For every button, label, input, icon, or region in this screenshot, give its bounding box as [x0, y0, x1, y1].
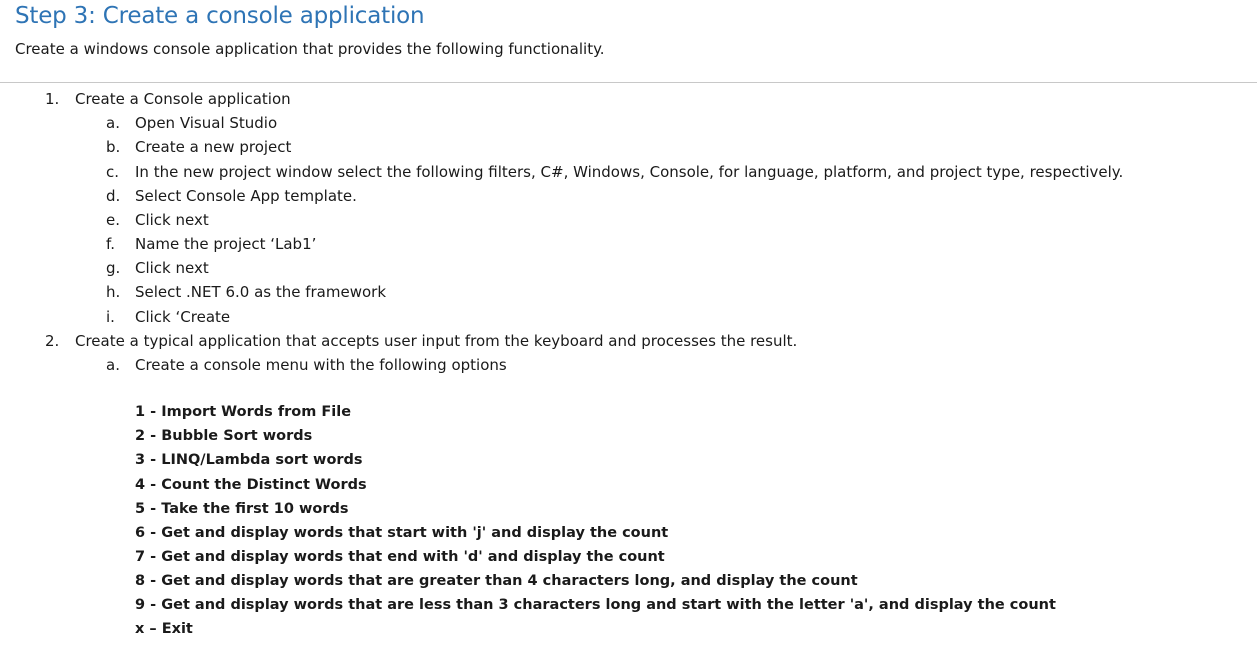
substep-text: Click ‘Create [135, 308, 231, 326]
substep-text: Click next [135, 211, 209, 229]
substep-text: Select .NET 6.0 as the framework [135, 283, 387, 301]
substep-text: Name the project ‘Lab1’ [135, 235, 317, 253]
substep-text: Create a console menu with the following options [135, 356, 507, 374]
horizontal-divider [0, 82, 1257, 83]
step-text: Create a typical application that accepts user input from the keyboard and processes the result. [75, 332, 798, 350]
substep-text: In the new project window select the following filters, C#, Windows, Console, for language, platform, and project type, respectively. [135, 163, 1124, 181]
substep-text: Select Console App template. [135, 187, 357, 205]
menu-option: 5 - Take the first 10 words [135, 501, 349, 517]
substep-letter: i. [106, 308, 115, 326]
menu-option: 3 - LINQ/Lambda sort words [135, 452, 363, 468]
substep-letter: f. [106, 235, 115, 253]
step-number: 2. [45, 332, 60, 350]
substep-text: Create a new project [135, 138, 292, 156]
substep-letter: e. [106, 211, 120, 229]
substep-letter: a. [106, 114, 120, 132]
step-number: 1. [45, 90, 60, 108]
menu-option: 1 - Import Words from File [135, 404, 352, 420]
page-heading: Step 3: Create a console application [15, 3, 425, 29]
substep-letter: a. [106, 356, 120, 374]
substep-letter: d. [106, 187, 121, 205]
menu-option: 4 - Count the Distinct Words [135, 477, 367, 493]
substep-letter: g. [106, 259, 121, 277]
menu-option: x – Exit [135, 621, 193, 637]
substep-letter: h. [106, 283, 121, 301]
menu-option: 2 - Bubble Sort words [135, 428, 313, 444]
step-text: Create a Console application [75, 90, 291, 108]
substep-letter: c. [106, 163, 120, 181]
substep-text: Open Visual Studio [135, 114, 278, 132]
menu-option: 7 - Get and display words that end with 'd' and display the count [135, 549, 665, 565]
menu-option: 6 - Get and display words that start with 'j' and display the count [135, 525, 669, 541]
page-subtitle: Create a windows console application that provides the following functionality. [15, 40, 605, 58]
menu-option: 8 - Get and display words that are greater than 4 characters long, and display the count [135, 573, 858, 589]
menu-option: 9 - Get and display words that are less than 3 characters long and start with the letter 'a', and display the count [135, 597, 1056, 613]
substep-text: Click next [135, 259, 209, 277]
substep-letter: b. [106, 138, 121, 156]
